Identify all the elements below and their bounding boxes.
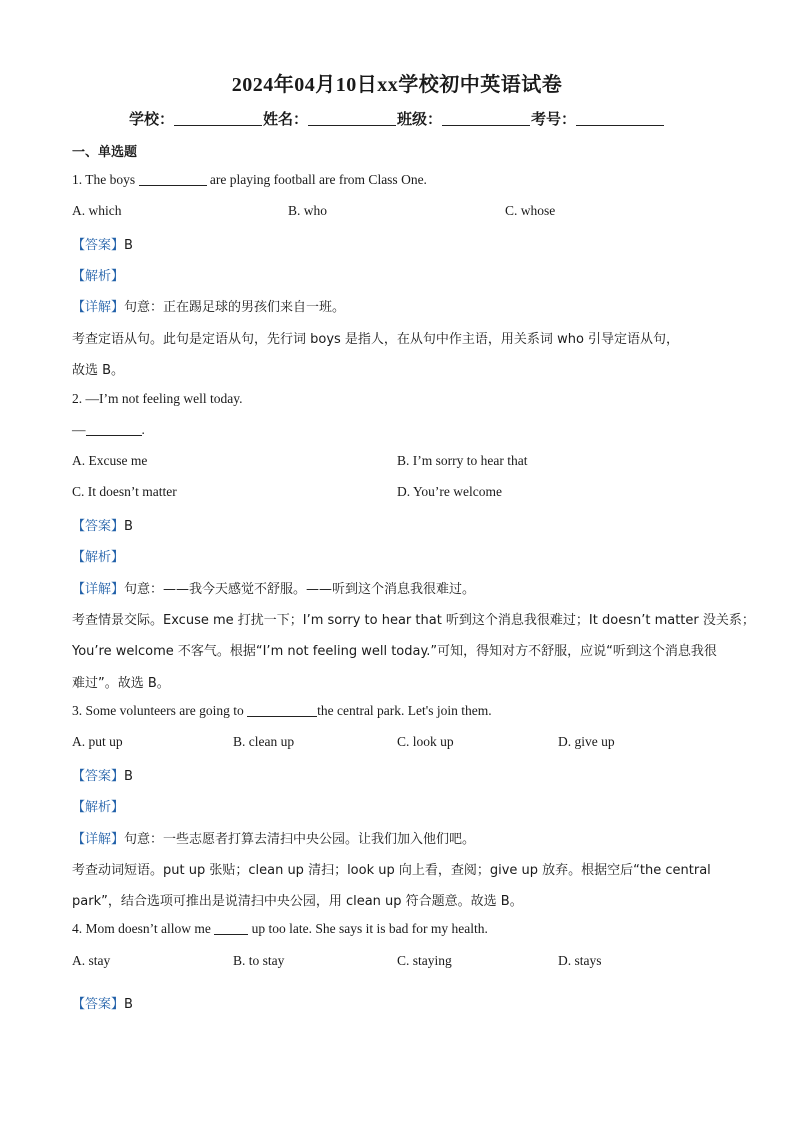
detail-label: 【详解】 — [72, 582, 125, 597]
q4-blank — [214, 922, 248, 935]
q4-option-d: D. stays — [558, 953, 602, 968]
q2-explain-1: 考查情景交际。Excuse me 打扰一下；I’m sorry to hear that 听到这个消息我很难过；It doesn’t matter 没关系； — [72, 613, 755, 628]
q3-explain-1: 考查动词短语。put up 张贴；clean up 清扫；look up 向上看，查阅；give up 放弃。根据空后“the central — [72, 863, 711, 878]
q2-analysis — [72, 546, 124, 565]
q3-analysis — [72, 796, 124, 815]
q2-reply-dash: — — [72, 422, 86, 437]
q2-answer-value: B — [124, 519, 133, 534]
q2-reply-end: . — [141, 422, 145, 437]
q2-option-b: B. I’m sorry to hear that — [397, 453, 528, 468]
q3-stem-end: the central park. Let's join them. — [317, 703, 492, 718]
student-info-row — [0, 108, 794, 129]
q2-blank — [86, 423, 142, 436]
q1-option-c: C. whose — [505, 203, 556, 218]
q2-detail — [72, 578, 475, 597]
q3-detail — [72, 828, 475, 847]
class-blank[interactable] — [442, 111, 530, 126]
q1-option-a: A. which — [72, 203, 122, 218]
q3-detail-text: 句意：一些志愿者打算去清扫中央公园。让我们加入他们吧。 — [124, 832, 476, 847]
q4-stem-start: 4. Mom doesn’t allow me — [72, 921, 215, 936]
q1-analysis — [72, 265, 124, 284]
q2-option-d: D. You’re welcome — [397, 484, 502, 499]
q4-option-a: A. stay — [72, 953, 111, 968]
q1-answer-value: B — [124, 238, 133, 253]
q4-stem-end: up too late. She says it is bad for my health. — [248, 921, 488, 936]
name-label: 姓名： — [262, 112, 308, 128]
q1-option-b: B. who — [288, 203, 328, 218]
analysis-label: 【解析】 — [72, 800, 125, 815]
detail-label: 【详解】 — [72, 832, 125, 847]
class-label: 班级： — [397, 112, 443, 128]
q3-answer — [72, 765, 133, 784]
q1-stem-end: are playing football are from Class One. — [206, 172, 427, 187]
q4-option-b: B. to stay — [233, 953, 285, 968]
q2-option-a: A. Excuse me — [72, 453, 148, 468]
q2-stem: 2. —I’m not feeling well today. — [72, 391, 243, 406]
q3-answer-value: B — [124, 769, 133, 784]
analysis-label: 【解析】 — [72, 269, 125, 284]
analysis-label: 【解析】 — [72, 550, 125, 565]
number-label: 考号： — [531, 112, 577, 128]
q3-blank — [247, 704, 317, 717]
q3-explain-2: park”，结合选项可推出是说清扫中央公园，用 clean up 符合题意。故选 B。 — [72, 894, 523, 909]
q4-answer-value: B — [124, 997, 133, 1012]
answer-label: 【答案】 — [72, 238, 125, 253]
q1-detail-text: 句意：正在踢足球的男孩们来自一班。 — [124, 300, 346, 315]
q3-option-a: A. put up — [72, 734, 123, 749]
q3-stem-start: 3. Some volunteers are going to — [72, 703, 248, 718]
school-blank[interactable] — [174, 111, 262, 126]
section-title: 一、单选题 — [72, 145, 138, 160]
q2-reply — [72, 422, 145, 438]
number-blank[interactable] — [576, 111, 664, 126]
answer-label: 【答案】 — [72, 769, 125, 784]
q4-option-c: C. staying — [397, 953, 452, 968]
q1-explain-2: 故选 B。 — [72, 363, 125, 378]
q3-option-d: D. give up — [558, 734, 615, 749]
q1-blank — [139, 173, 207, 186]
page-title: 2024年04月10日xx学校初中英语试卷 — [231, 74, 563, 96]
q3-option-b: B. clean up — [233, 734, 295, 749]
q1-detail — [72, 296, 345, 315]
q1-answer — [72, 234, 133, 253]
q2-option-c: C. It doesn’t matter — [72, 484, 177, 499]
answer-label: 【答案】 — [72, 997, 125, 1012]
q2-explain-3: 难过”。故选 B。 — [72, 676, 170, 691]
q2-explain-2: You’re welcome 不客气。根据“I’m not feeling well today.”可知，得知对方不舒服，应说“听到这个消息我很 — [72, 644, 717, 659]
answer-label: 【答案】 — [72, 519, 125, 534]
q1-stem — [72, 172, 427, 188]
q4-stem — [72, 921, 488, 937]
q2-detail-text: 句意：——我今天感觉不舒服。——听到这个消息我很难过。 — [124, 582, 476, 597]
q2-answer — [72, 515, 133, 534]
q3-option-c: C. look up — [397, 734, 454, 749]
school-label: 学校： — [128, 112, 174, 128]
q1-explain-1: 考查定语从句。此句是定语从句，先行词 boys 是指人，在从句中作主语，用关系词 who 引导定语从句， — [72, 332, 680, 347]
name-blank[interactable] — [308, 111, 396, 126]
detail-label: 【详解】 — [72, 300, 125, 315]
q3-stem — [72, 703, 492, 719]
q4-answer — [72, 993, 133, 1012]
q1-stem-start: 1. The boys — [72, 172, 139, 187]
